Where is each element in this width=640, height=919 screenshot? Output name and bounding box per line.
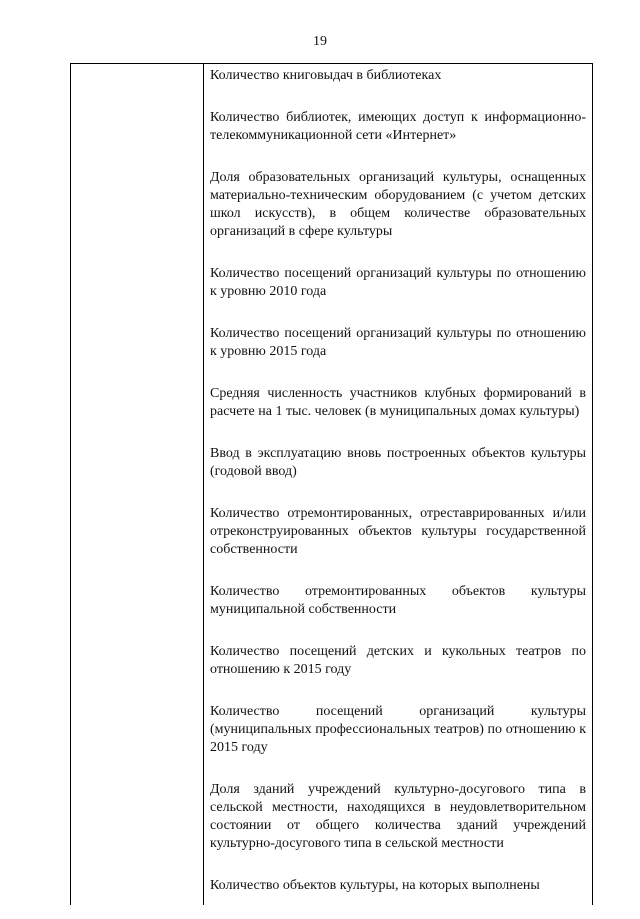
indicator-item: Количество объектов культуры, на которых выполнены [210, 878, 540, 893]
indicator-item: Ввод в эксплуатацию вновь построенных объектов культуры (годовой ввод) [210, 446, 586, 479]
indicator-item: Количество посещений организаций культуры по отношению к уровню 2010 года [210, 266, 586, 299]
indicators-column [210, 67, 586, 919]
column-divider [203, 64, 204, 905]
indicator-item: Количество посещений организаций культуры по отношению к уровню 2015 года [210, 326, 586, 359]
page-number: 19 [313, 34, 327, 49]
indicator-item: Количество книговыдач в библиотеках [210, 68, 442, 83]
indicator-item: Доля образовательных организаций культуры, оснащенных материально-техническим оборудованием (с учетом детских школ искусств), в общем количестве образовательных организаций в сфере культуры [210, 170, 586, 239]
indicator-item: Средняя численность участников клубных формирований в расчете на 1 тыс. человек (в муниципальных домах культуры) [210, 386, 586, 419]
indicator-item: Количество библиотек, имеющих доступ к информационно-телекоммуникационной сети «Интернет» [210, 110, 586, 143]
indicator-item: Количество отремонтированных объектов культуры муниципальной собственности [210, 584, 586, 617]
indicator-item: Количество посещений организаций культуры (муниципальных профессиональных театров) по отношению к 2015 году [210, 704, 586, 755]
indicators-table [70, 63, 593, 905]
indicator-item: Доля зданий учреждений культурно-досугового типа в сельской местности, находящихся в неудовлетворительном состоянии от общего количества зданий учреждений культурно-досугового типа в сельской местности [210, 782, 586, 851]
indicator-item: Количество посещений детских и кукольных театров по отношению к 2015 году [210, 644, 586, 677]
indicator-item: Количество отремонтированных, отреставрированных и/или отреконструированных объектов культуры государственной собственности [210, 506, 586, 557]
